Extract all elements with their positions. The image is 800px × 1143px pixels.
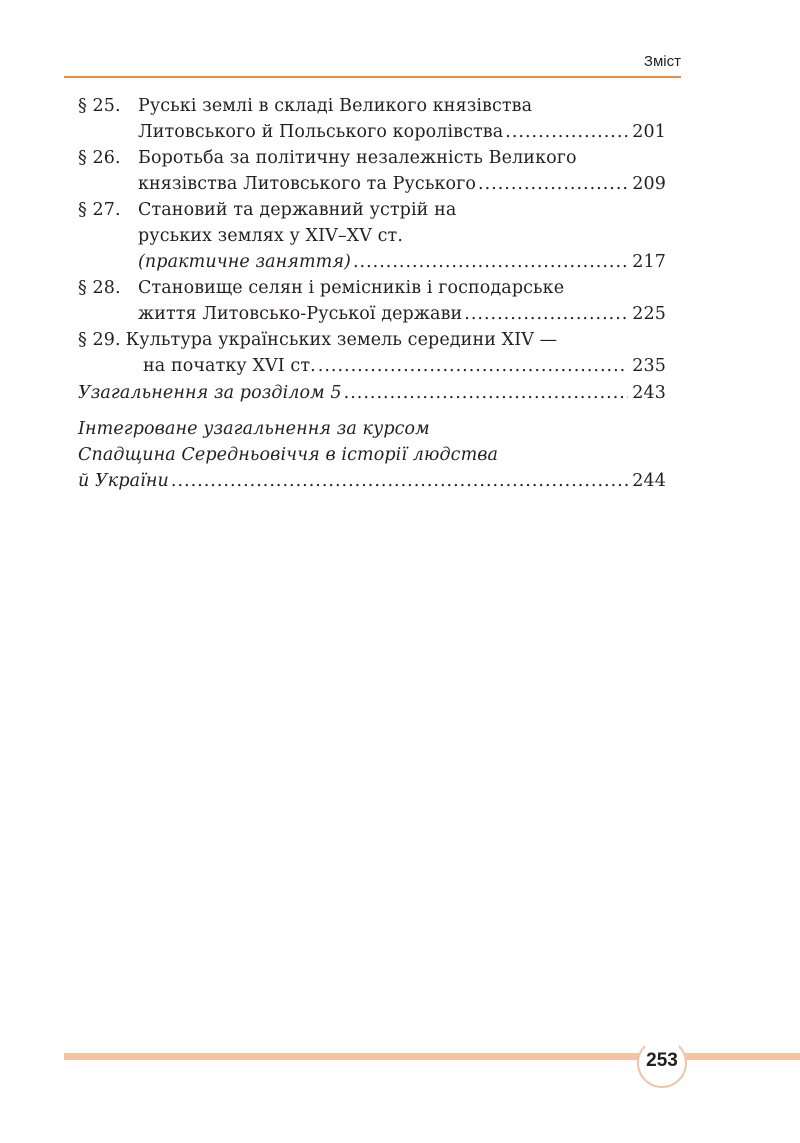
toc-entry-25[interactable] — [78, 93, 666, 145]
toc-entry-28[interactable] — [78, 275, 666, 327]
toc-entry-title-line: Становий та державний устрій на — [138, 200, 457, 220]
toc-entry-title-line: й України — [78, 471, 169, 491]
toc-entry-title-line: життя Литовсько-Руської держави — [138, 304, 463, 324]
table-of-contents — [78, 93, 666, 494]
toc-entry-title-line: руських землях у XIV–XV ст. — [138, 226, 403, 246]
toc-entry-integrated-summary[interactable] — [78, 416, 666, 494]
toc-page-number: 201 — [632, 122, 666, 142]
header-rule — [64, 76, 681, 78]
toc-entry-title-line: Узагальнення за розділом 5 — [78, 383, 342, 403]
toc-entry-title-line: Литовського й Польського королівства — [138, 122, 504, 142]
toc-page-number: 217 — [632, 252, 666, 272]
footer-bar — [64, 1053, 800, 1060]
toc-entry-number: § 28. — [78, 278, 121, 298]
toc-entry-27[interactable] — [78, 197, 666, 275]
page-number: 253 — [646, 1050, 678, 1071]
toc-page-number: 209 — [632, 174, 666, 194]
toc-page-number: 244 — [632, 471, 666, 491]
toc-page-number: 243 — [632, 383, 666, 403]
toc-entry-26[interactable] — [78, 145, 666, 197]
toc-entry-subtitle: (практичне заняття) — [138, 252, 351, 272]
toc-entry-title-line: Боротьба за політичну незалежність Великого — [138, 148, 577, 168]
toc-page-number: 225 — [632, 304, 666, 324]
dot-leader — [344, 380, 629, 406]
dot-leader — [318, 353, 629, 379]
running-header-title: Зміст — [643, 53, 681, 70]
toc-entry-number: § 29. — [78, 330, 121, 350]
toc-entry-number: § 25. — [78, 96, 121, 116]
dot-leader — [464, 301, 628, 327]
toc-entry-summary[interactable] — [78, 380, 666, 406]
toc-entry-title-line: Інтегроване узагальнення за курсом — [78, 419, 430, 439]
dot-leader — [505, 119, 628, 145]
toc-entry-number: § 26. — [78, 148, 121, 168]
toc-entry-title-line: князівства Литовського та Руського — [138, 174, 477, 194]
toc-entry-title-line: Спадщина Середньовіччя в історії людства — [78, 445, 499, 465]
toc-entry-number: § 27. — [78, 200, 121, 220]
toc-page-number: 235 — [632, 356, 666, 376]
toc-entry-29[interactable] — [78, 327, 666, 379]
dot-leader — [353, 249, 628, 275]
toc-entry-title-line: Культура українських земель середини XIV — — [125, 330, 558, 350]
dot-leader — [478, 171, 628, 197]
toc-entry-title-line: на початку XVI ст. — [143, 356, 316, 376]
toc-entry-title-line: Становище селян і ремісників і господарське — [138, 278, 565, 298]
dot-leader — [171, 468, 628, 494]
toc-entry-title-line: Руські землі в складі Великого князівства — [138, 96, 533, 116]
